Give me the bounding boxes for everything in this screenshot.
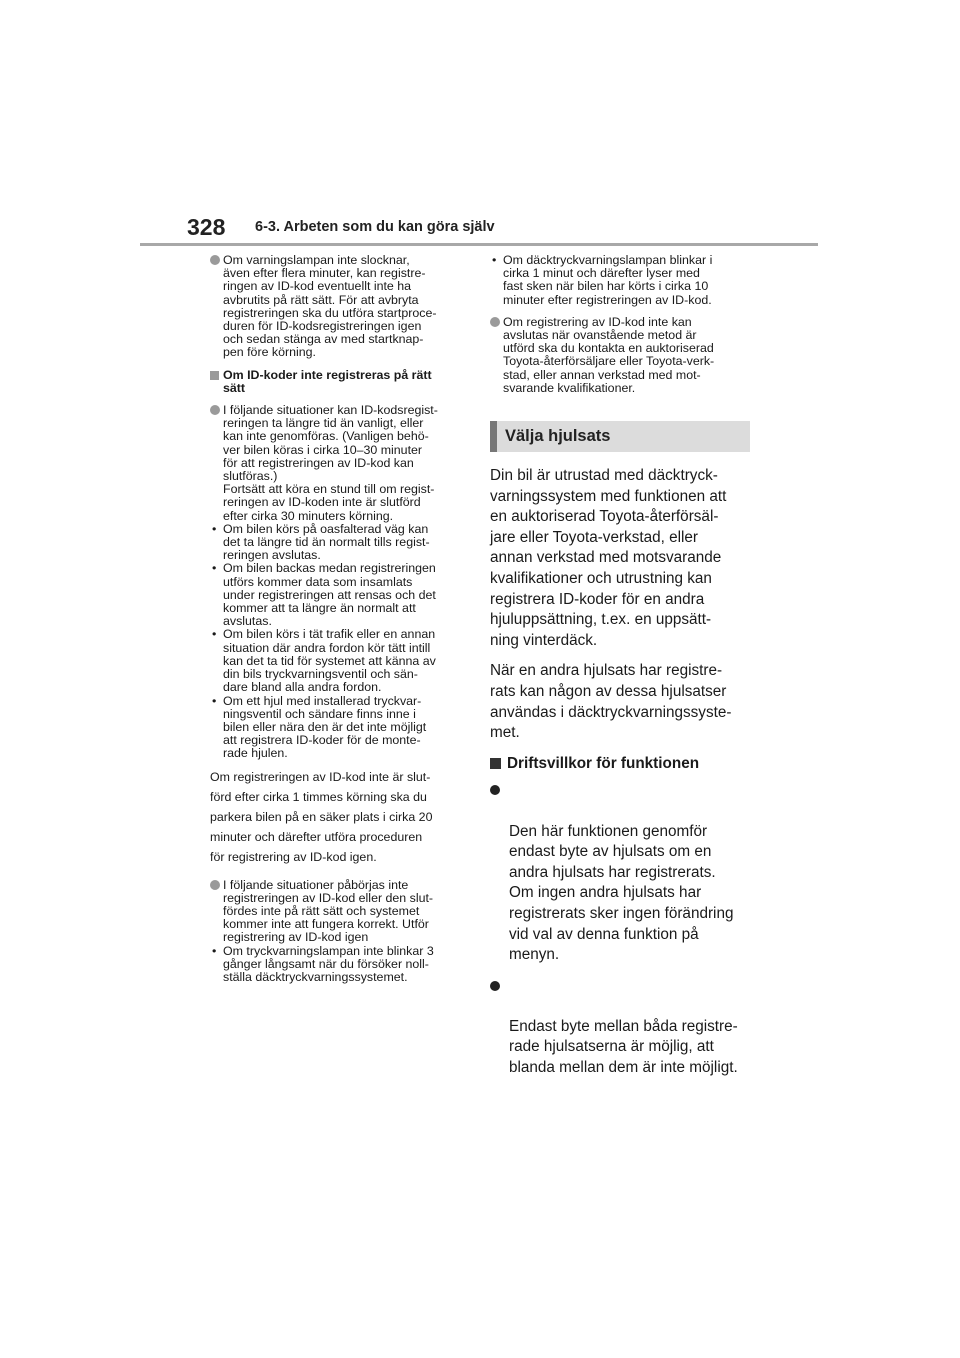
bullet-item: [490, 780, 752, 965]
bullet-item: [490, 316, 752, 395]
dash-item: • Om tryckvarningslampan inte blinkar 3 gånger långsamt när du försöker noll- ställa däcktryckvarningssystemet.: [210, 945, 468, 985]
page-header: [187, 208, 819, 244]
right-column: [490, 254, 752, 1089]
heading-accent-bar: [490, 421, 497, 452]
dash-item: • Om bilen körs i tät trafik eller en annan situation där andra fordon kör tätt intill kan det ta tid för systemet att känna av din bils tryckvarningsventil och sän- dare bland alla andra fordon.: [210, 628, 468, 694]
bullet-item: [210, 254, 468, 360]
bullet-item: [210, 879, 468, 945]
bullet-text: Endast byte mellan båda registre- rade hjulsatserna är möjlig, att blanda mellan dem är inte möjligt.: [509, 1017, 738, 1077]
subheading: [210, 369, 468, 395]
bullet-text: Den här funktionen genomför endast byte av hjulsats om en andra hjulsats har registrerats. Om ingen andra hjulsats har registrerats sker ingen förändring vid val av denna funktion på menyn.: [509, 822, 734, 964]
dash-item: • Om däcktryckvarningslampan blinkar i cirka 1 minut och därefter lyser med fast sken när bilen har körts i cirka 10 minuter efter registreringen av ID-kod.: [490, 254, 752, 307]
round-bullet-icon: [490, 317, 500, 327]
page-number: 328: [187, 214, 226, 240]
bullet-text: I följande situationer påbörjas inte registreringen av ID-kod eller den slut- fördes inte på rätt sätt och systemet kommer inte att fungera korrekt. Utför registrering av ID-kod igen: [223, 877, 434, 945]
subheading-text: Om ID-koder inte registreras på rätt sätt: [223, 367, 432, 395]
paragraph: Din bil är utrustad med däcktryck- varningssystem med funktionen att en auktoriserad Toyota-återförsäl- jare eller Toyota-verkstad, eller annan verkstad med motsvarande kvalifikationer och utrustning kan registrera ID-koder för en andra hjuluppsättning, t.ex. en uppsätt- ning vinterdäck.: [490, 467, 727, 649]
section-title: 6-3. Arbeten som du kan göra själv: [255, 219, 495, 235]
bullet-text: Om varningslampan inte slocknar, även efter flera minuter, kan registre- ringen av ID-kod eventuellt inte ha avbrutits på rätt sätt. För att avbryta registreringen ska du utföra startproce- duren för ID-kodsregistreringen igen och sedan stänga av med startknap- pen före körning.: [223, 253, 437, 360]
bullet-item: [490, 976, 752, 1079]
subheading: [490, 754, 752, 775]
dash-item: • Om bilen körs på oasfalterad väg kan det ta längre tid än normalt tills regist- reringen avslutas.: [210, 523, 468, 563]
heading-text: Välja hjulsats: [505, 427, 611, 446]
round-bullet-icon: [490, 785, 500, 795]
round-bullet-icon: [490, 981, 500, 991]
paragraph: Om registreringen av ID-kod inte är slut- förd efter cirka 1 timmes körning ska du parkera bilen på en säker plats i cirka 20 minuter och därefter utföra proceduren för registrering av ID-kod igen.: [210, 769, 433, 864]
round-bullet-icon: [210, 255, 220, 265]
dash-item: • Om bilen backas medan registreringen utförs kommer data som insamlats under registreringen att rensas och det kommer att ta längre än normalt att avslutas.: [210, 562, 468, 628]
square-bullet-icon: [490, 758, 501, 769]
bullet-text: Om registrering av ID-kod inte kan avslutas när ovanstående metod är utförd ska du kontakta en auktoriserad Toyota-återförsäljare eller Toyota-verk- stad, eller annan verkstad med mot- svarande kvalifikationer.: [503, 314, 715, 395]
bullet-text: I följande situationer kan ID-kodsregist- reringen ta längre tid än vanligt, eller kan inte genomföras. (Vanligen behö- ver bilen köras i cirka 10–30 minuter för att registreringen av ID-kod kan slutföras.) Fortsätt att köra en stund till om regist- reringen av ID-koden inte är slutförd efter cirka 30 minuters körning.: [223, 403, 438, 523]
bullet-item: [210, 404, 468, 523]
dash-item: • Om ett hjul med installerad tryckvar- ningsventil och sändare finns inne i bilen eller nära den är det inte möjligt att registrera ID-koder för de monte- rade hjulen.: [210, 695, 468, 761]
round-bullet-icon: [210, 405, 220, 415]
header-rule: [140, 243, 818, 246]
round-bullet-icon: [210, 880, 220, 890]
square-bullet-icon: [210, 371, 219, 380]
left-column: [210, 254, 468, 984]
paragraph: När en andra hjulsats har registre- rats kan någon av dessa hjulsatser användas i däcktryckvarningssyste- met.: [490, 662, 732, 742]
section-heading: [490, 421, 750, 452]
subheading-text: Driftsvillkor för funktionen: [507, 754, 700, 772]
